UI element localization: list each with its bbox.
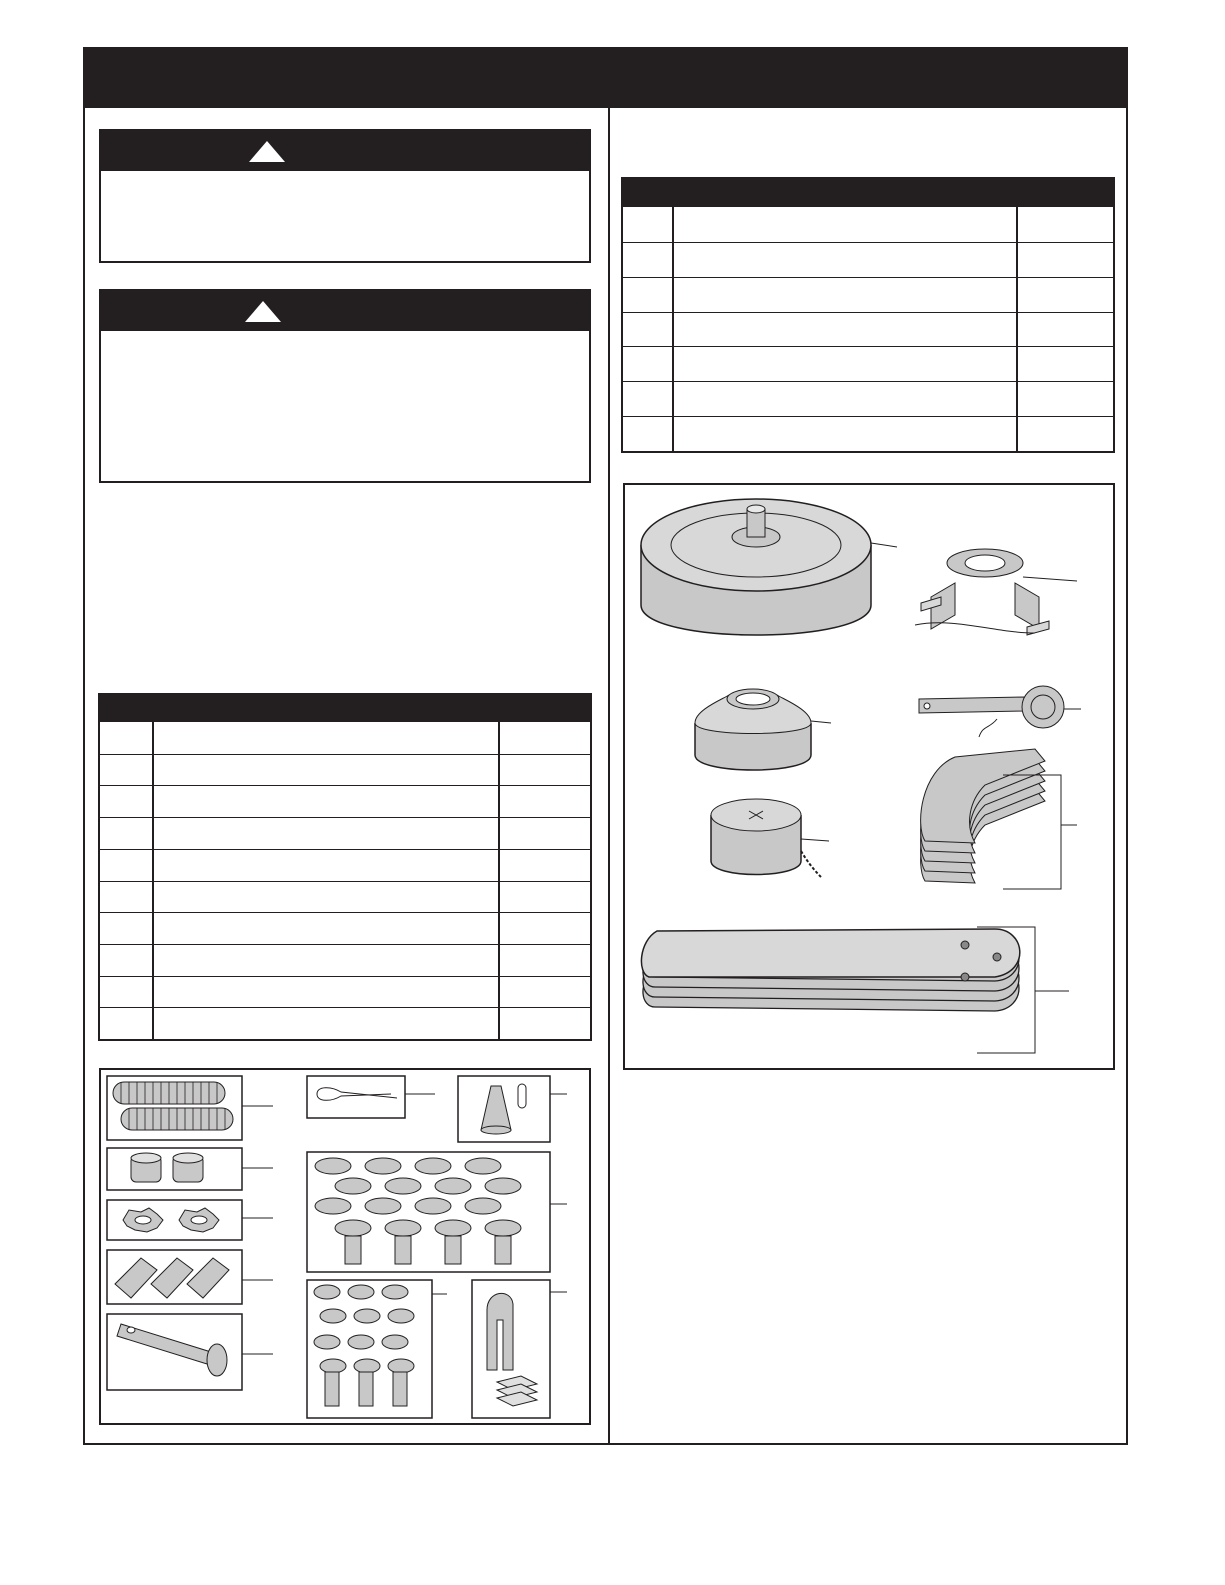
downrod-illustration: [919, 686, 1081, 737]
parts-figure: [623, 483, 1115, 1070]
table-row: [623, 277, 1113, 278]
table-row: [623, 381, 1113, 382]
table-row: [100, 881, 590, 882]
screws-large-illustration: [307, 1152, 567, 1272]
table-row: [100, 754, 590, 755]
table-row: [623, 346, 1113, 347]
title-bar: [85, 49, 1126, 108]
screws-small-illustration: [307, 1280, 447, 1418]
table-col-line: [1016, 179, 1018, 451]
table-row: [100, 849, 590, 850]
table-row: [623, 416, 1113, 417]
table-row: [100, 944, 590, 945]
warning-triangle-icon: [249, 141, 285, 162]
cotter-pin-illustration: [307, 1076, 435, 1118]
table-row: [100, 1007, 590, 1008]
knurled-nuts-illustration: [107, 1148, 273, 1190]
column-divider: [608, 108, 610, 1445]
hardware-table: [98, 693, 592, 1041]
hardware-figure: [99, 1068, 591, 1425]
warning-header-2: [101, 291, 589, 331]
motor-housing-illustration: [641, 499, 897, 635]
table-row: [100, 785, 590, 786]
table-col-line: [498, 695, 500, 1039]
lock-washers-illustration: [107, 1200, 273, 1240]
mounting-bracket-illustration: [915, 549, 1077, 635]
table-header: [623, 179, 1113, 207]
warning-box-1: [99, 129, 591, 263]
table-row: [100, 976, 590, 977]
balance-kit-illustration: [472, 1280, 567, 1418]
warning-header-1: [101, 131, 589, 171]
table-row: [100, 912, 590, 913]
warning-triangle-icon: [245, 301, 281, 322]
springs-illustration: [107, 1076, 273, 1140]
table-row: [623, 242, 1113, 243]
cone-and-clip-illustration: [458, 1076, 567, 1142]
parts-table: [621, 177, 1115, 453]
switch-housing-illustration: [711, 799, 829, 877]
page-frame: [83, 47, 1128, 1445]
table-col-line: [152, 695, 154, 1039]
warning-box-2: [99, 289, 591, 483]
table-header: [100, 695, 590, 722]
clevis-pin-illustration: [107, 1314, 273, 1390]
wire-nuts-illustration: [107, 1250, 273, 1304]
canopy-illustration: [695, 689, 831, 770]
blades-illustration: [641, 927, 1069, 1053]
table-row: [623, 312, 1113, 313]
table-col-line: [672, 179, 674, 451]
blade-arms-illustration: [921, 749, 1077, 889]
table-row: [100, 817, 590, 818]
